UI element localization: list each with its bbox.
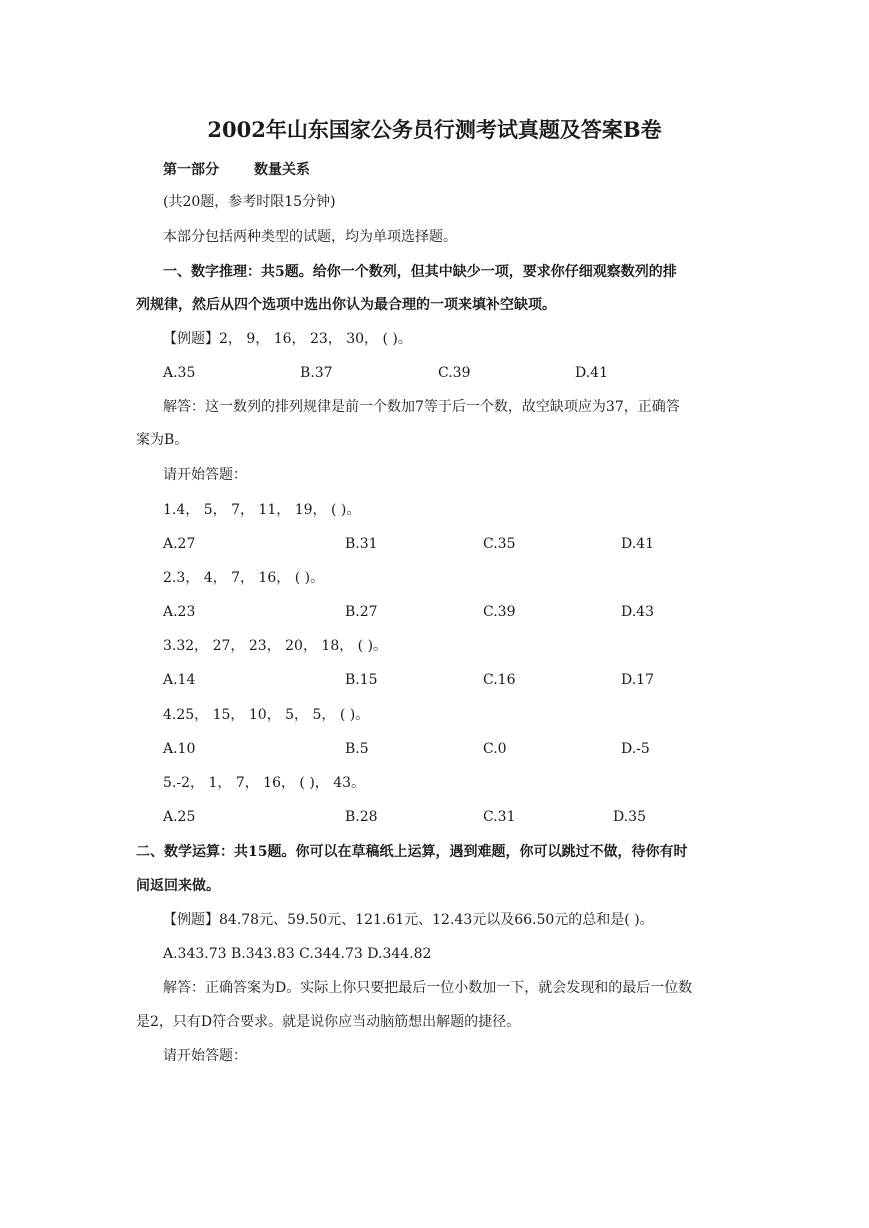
section1-heading-line1: 一、数字推理：共5题。给你一个数列，但其中缺少一项，要求你仔细观察数列的排	[163, 264, 677, 280]
section2-answer-line2: 是2，只有D符合要求。就是说你应当动脑筋想出解题的捷径。	[136, 1014, 521, 1030]
section2-example: 【例题】84.78元、59.50元、121.61元、12.43元以及66.50元的总和是( )。	[163, 912, 654, 928]
q4-option-a: A.10	[163, 741, 196, 757]
section2-answer-line1: 解答：正确答案为D。实际上你只要把最后一位小数加一下，就会发现和的最后一位数	[163, 980, 693, 996]
example-option-d: D.41	[575, 365, 608, 381]
part-name: 数量关系	[254, 162, 310, 178]
q4-option-b: B.5	[345, 741, 369, 757]
question-1: 1.4， 5， 7， 11， 19， ( )。	[163, 502, 361, 518]
q3-option-c: C.16	[483, 672, 516, 688]
q3-option-b: B.15	[345, 672, 378, 688]
q4-option-d: D.-5	[621, 741, 650, 757]
q2-option-c: C.39	[483, 604, 516, 620]
example-option-b: B.37	[300, 365, 333, 381]
q5-option-c: C.31	[483, 809, 516, 825]
question-2: 2.3， 4， 7， 16， ( )。	[163, 570, 325, 586]
q3-option-a: A.14	[163, 672, 196, 688]
q5-option-a: A.25	[163, 809, 196, 825]
section2-start: 请开始答题：	[163, 1048, 247, 1064]
q2-option-d: D.43	[621, 604, 654, 620]
question-5: 5.-2， 1， 7， 16， ( )， 43。	[163, 775, 366, 791]
section1-answer-line2: 案为B。	[136, 432, 189, 448]
example-option-c: C.39	[438, 365, 471, 381]
q3-option-d: D.17	[621, 672, 654, 688]
section2-example-options: A.343.73 B.343.83 C.344.73 D.344.82	[163, 946, 432, 962]
section1-example: 【例题】2， 9， 16， 23， 30， ( )。	[163, 331, 412, 347]
q4-option-c: C.0	[483, 741, 507, 757]
example-option-a: A.35	[163, 365, 196, 381]
section2-heading-line2: 间返回来做。	[136, 878, 220, 894]
q2-option-a: A.23	[163, 604, 196, 620]
q1-option-b: B.31	[345, 536, 378, 552]
document-title: 2002年山东国家公务员行测考试真题及答案B卷	[207, 117, 662, 142]
q1-option-a: A.27	[163, 536, 196, 552]
q1-option-c: C.35	[483, 536, 516, 552]
section2-heading-line1: 二、数学运算：共15题。你可以在草稿纸上运算，遇到难题，你可以跳过不做，待你有时	[136, 844, 688, 860]
part-label: 第一部分	[163, 162, 219, 178]
part-intro: 本部分包括两种类型的试题，均为单项选择题。	[163, 229, 457, 245]
question-4: 4.25， 15， 10， 5， 5， ( )。	[163, 707, 370, 723]
part-meta: (共20题，参考时限15分钟)	[163, 194, 336, 210]
section1-answer-line1: 解答：这一数列的排列规律是前一个数加7等于后一个数，故空缺项应为37，正确答	[163, 399, 680, 415]
q2-option-b: B.27	[345, 604, 378, 620]
q5-option-d: D.35	[613, 809, 646, 825]
q1-option-d: D.41	[621, 536, 654, 552]
section1-heading-line2: 列规律，然后从四个选项中选出你认为最合理的一项来填补空缺项。	[136, 297, 556, 313]
q5-option-b: B.28	[345, 809, 378, 825]
question-3: 3.32， 27， 23， 20， 18， ( )。	[163, 638, 388, 654]
section1-start: 请开始答题：	[163, 467, 247, 483]
